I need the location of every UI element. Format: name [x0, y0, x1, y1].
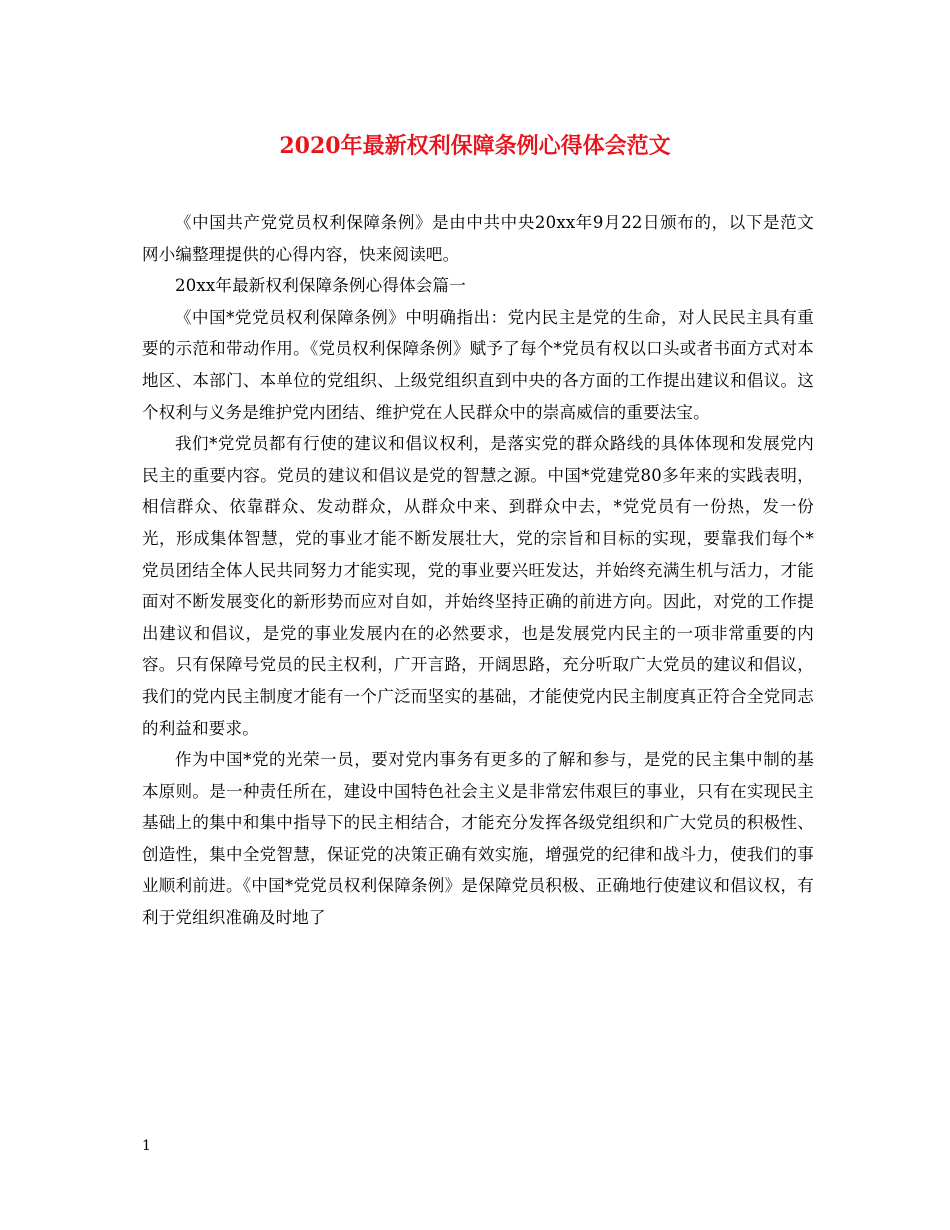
page-number: 1	[142, 1138, 151, 1154]
paragraph-3: 作为中国*党的光荣一员，要对党内事务有更多的了解和参与，是党的民主集中制的基本原则。是一种责任所在，建设中国特色社会主义是非常宏伟艰巨的事业，只有在实现民主基础上的集中和集中指导下的民主相结合，才能充分发挥各级党组织和广大党员的积极性、创造性，集中全党智慧，保证党的决策正确有效实施，增强党的纪律和战斗力，使我们的事业顺利前进。《中国*党党员权利保障条例》是保障党员积极、正确地行使建议和倡议权，有利于党组织准确及时地了	[142, 750, 814, 928]
document-body	[142, 207, 814, 934]
paragraph-section-heading: 20xx年最新权利保障条例心得体会篇一	[175, 276, 466, 296]
paragraph-2: 我们*党党员都有行使的建议和倡议权利，是落实党的群众路线的具体体现和发展党内民主的重要内容。党员的建议和倡议是党的智慧之源。中国*党建党80多年来的实践表明，相信群众、依靠群众、发动群众，从群众中来、到群众中去，*党党员有一份热，发一份光，形成集体智慧，党的事业才能不断发展壮大，党的宗旨和目标的实现，要靠我们每个*党员团结全体人民共同努力才能实现，党的事业要兴旺发达，并始终充满生机与活力，才能面对不断发展变化的新形势而应对自如，并始终坚持正确的前进方向。因此，对党的工作提出建议和倡议，是党的事业发展内在的必然要求，也是发展党内民主的一项非常重要的内容。只有保障号党员的民主权利，广开言路，开阔思路，充分听取广大党员的建议和倡议，我们的党内民主制度才能有一个广泛而坚实的基础，才能使党内民主制度真正符合全党同志的利益和要求。	[142, 434, 814, 738]
paragraph-intro: 《中国共产党党员权利保障条例》是由中共中央20xx年9月22日颁布的，以下是范文网小编整理提供的心得内容，快来阅读吧。	[142, 213, 814, 264]
document-title: 2020年最新权利保障条例心得体会范文	[279, 133, 671, 159]
paragraph-1: 《中国*党党员权利保障条例》中明确指出：党内民主是党的生命，对人民民主具有重要的示范和带动作用。《党员权利保障条例》赋予了每个*党员有权以口头或者书面方式对本地区、本部门、本单位的党组织、上级党组织直到中央的各方面的工作提出建议和倡议。这个权利与义务是维护党内团结、维护党在人民群众中的崇高威信的重要法宝。	[142, 307, 814, 422]
